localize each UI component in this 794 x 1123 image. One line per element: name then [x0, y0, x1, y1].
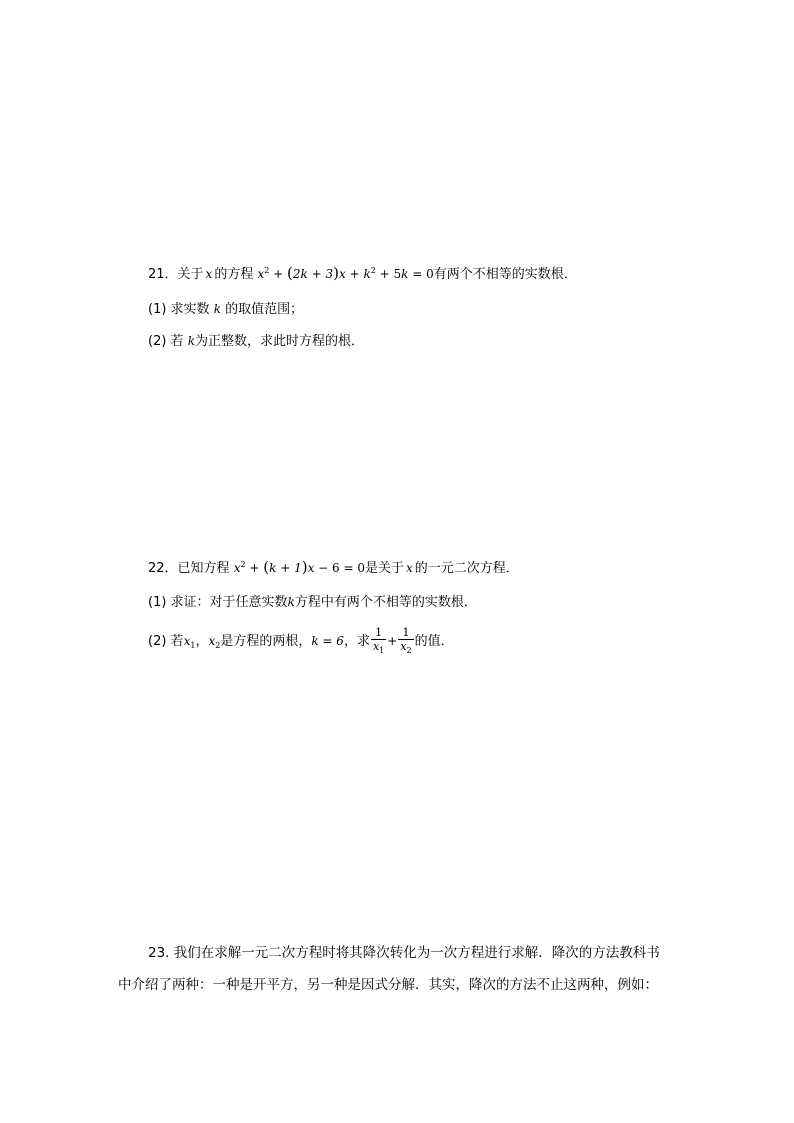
q22-frac1: $\frac{1}{x_1}$	[372, 626, 385, 655]
q21-stem	[148, 262, 577, 284]
q21-part2-suffix: 为正整数，求此时方程的根．	[194, 334, 364, 349]
q22-part1-var: k	[287, 595, 295, 609]
q22-part2-ask: ，求	[343, 634, 370, 649]
q22-prefix: 22．已知方程	[148, 561, 230, 576]
q21-prefix: 21．关于	[148, 267, 204, 282]
q21-part1-prefix: (1) 求实数	[148, 302, 214, 317]
q22-x2: $x_2$	[208, 634, 221, 650]
q22-part1	[148, 593, 477, 612]
q23-line1: 23. 我们在求解一元二次方程时将其降次转化为一次方程进行求解．降次的方法教科书	[148, 945, 660, 961]
q22-var-x: x	[406, 561, 413, 575]
q23-line2: 中介绍了两种：一种是开平方，另一种是因式分解．其实，降次的方法不止这两种，例如：	[118, 977, 658, 993]
q22-plus: +	[387, 634, 398, 648]
q22-stem-suffix: 的一元二次方程．	[414, 561, 519, 576]
q21-part2-var: k	[187, 334, 195, 348]
q22-part2-suffix: 的值．	[414, 634, 454, 649]
q21-stem-mid: 的方程	[214, 267, 254, 282]
q21-equation: $x^2 + (2k + 3)x + k^2 + 5k = 0$	[257, 264, 434, 282]
q22-stem	[148, 556, 519, 578]
q22-frac2: $\frac{1}{x_2}$	[400, 626, 412, 655]
q22-part1-suffix: 方程中有两个不相等的实数根．	[294, 595, 477, 610]
q21-part1-suffix: 的取值范围；	[220, 302, 304, 317]
q21-part2	[148, 332, 364, 351]
q21-var-x: x	[205, 267, 213, 281]
q22-part1-prefix: (1) 求证：对于任意实数	[148, 595, 288, 610]
q22-part2-mid: 是方程的两根，	[220, 634, 312, 649]
q22-equation: $x^2 + (k + 1)x - 6 = 0$	[233, 558, 365, 576]
q22-part2	[148, 626, 454, 660]
q22-x1: $x_1$	[183, 634, 196, 650]
q21-part1	[148, 300, 303, 319]
q22-kval: k = 6	[311, 634, 344, 648]
q22-comma: ，	[195, 634, 209, 649]
q21-part1-var: k	[213, 302, 221, 316]
q22-part2-prefix: (2) 若	[148, 634, 184, 649]
q21-stem-suffix: 有两个不相等的实数根．	[433, 267, 577, 282]
q21-part2-prefix: (2) 若	[148, 334, 188, 349]
q22-stem-mid: 是关于	[364, 561, 404, 576]
